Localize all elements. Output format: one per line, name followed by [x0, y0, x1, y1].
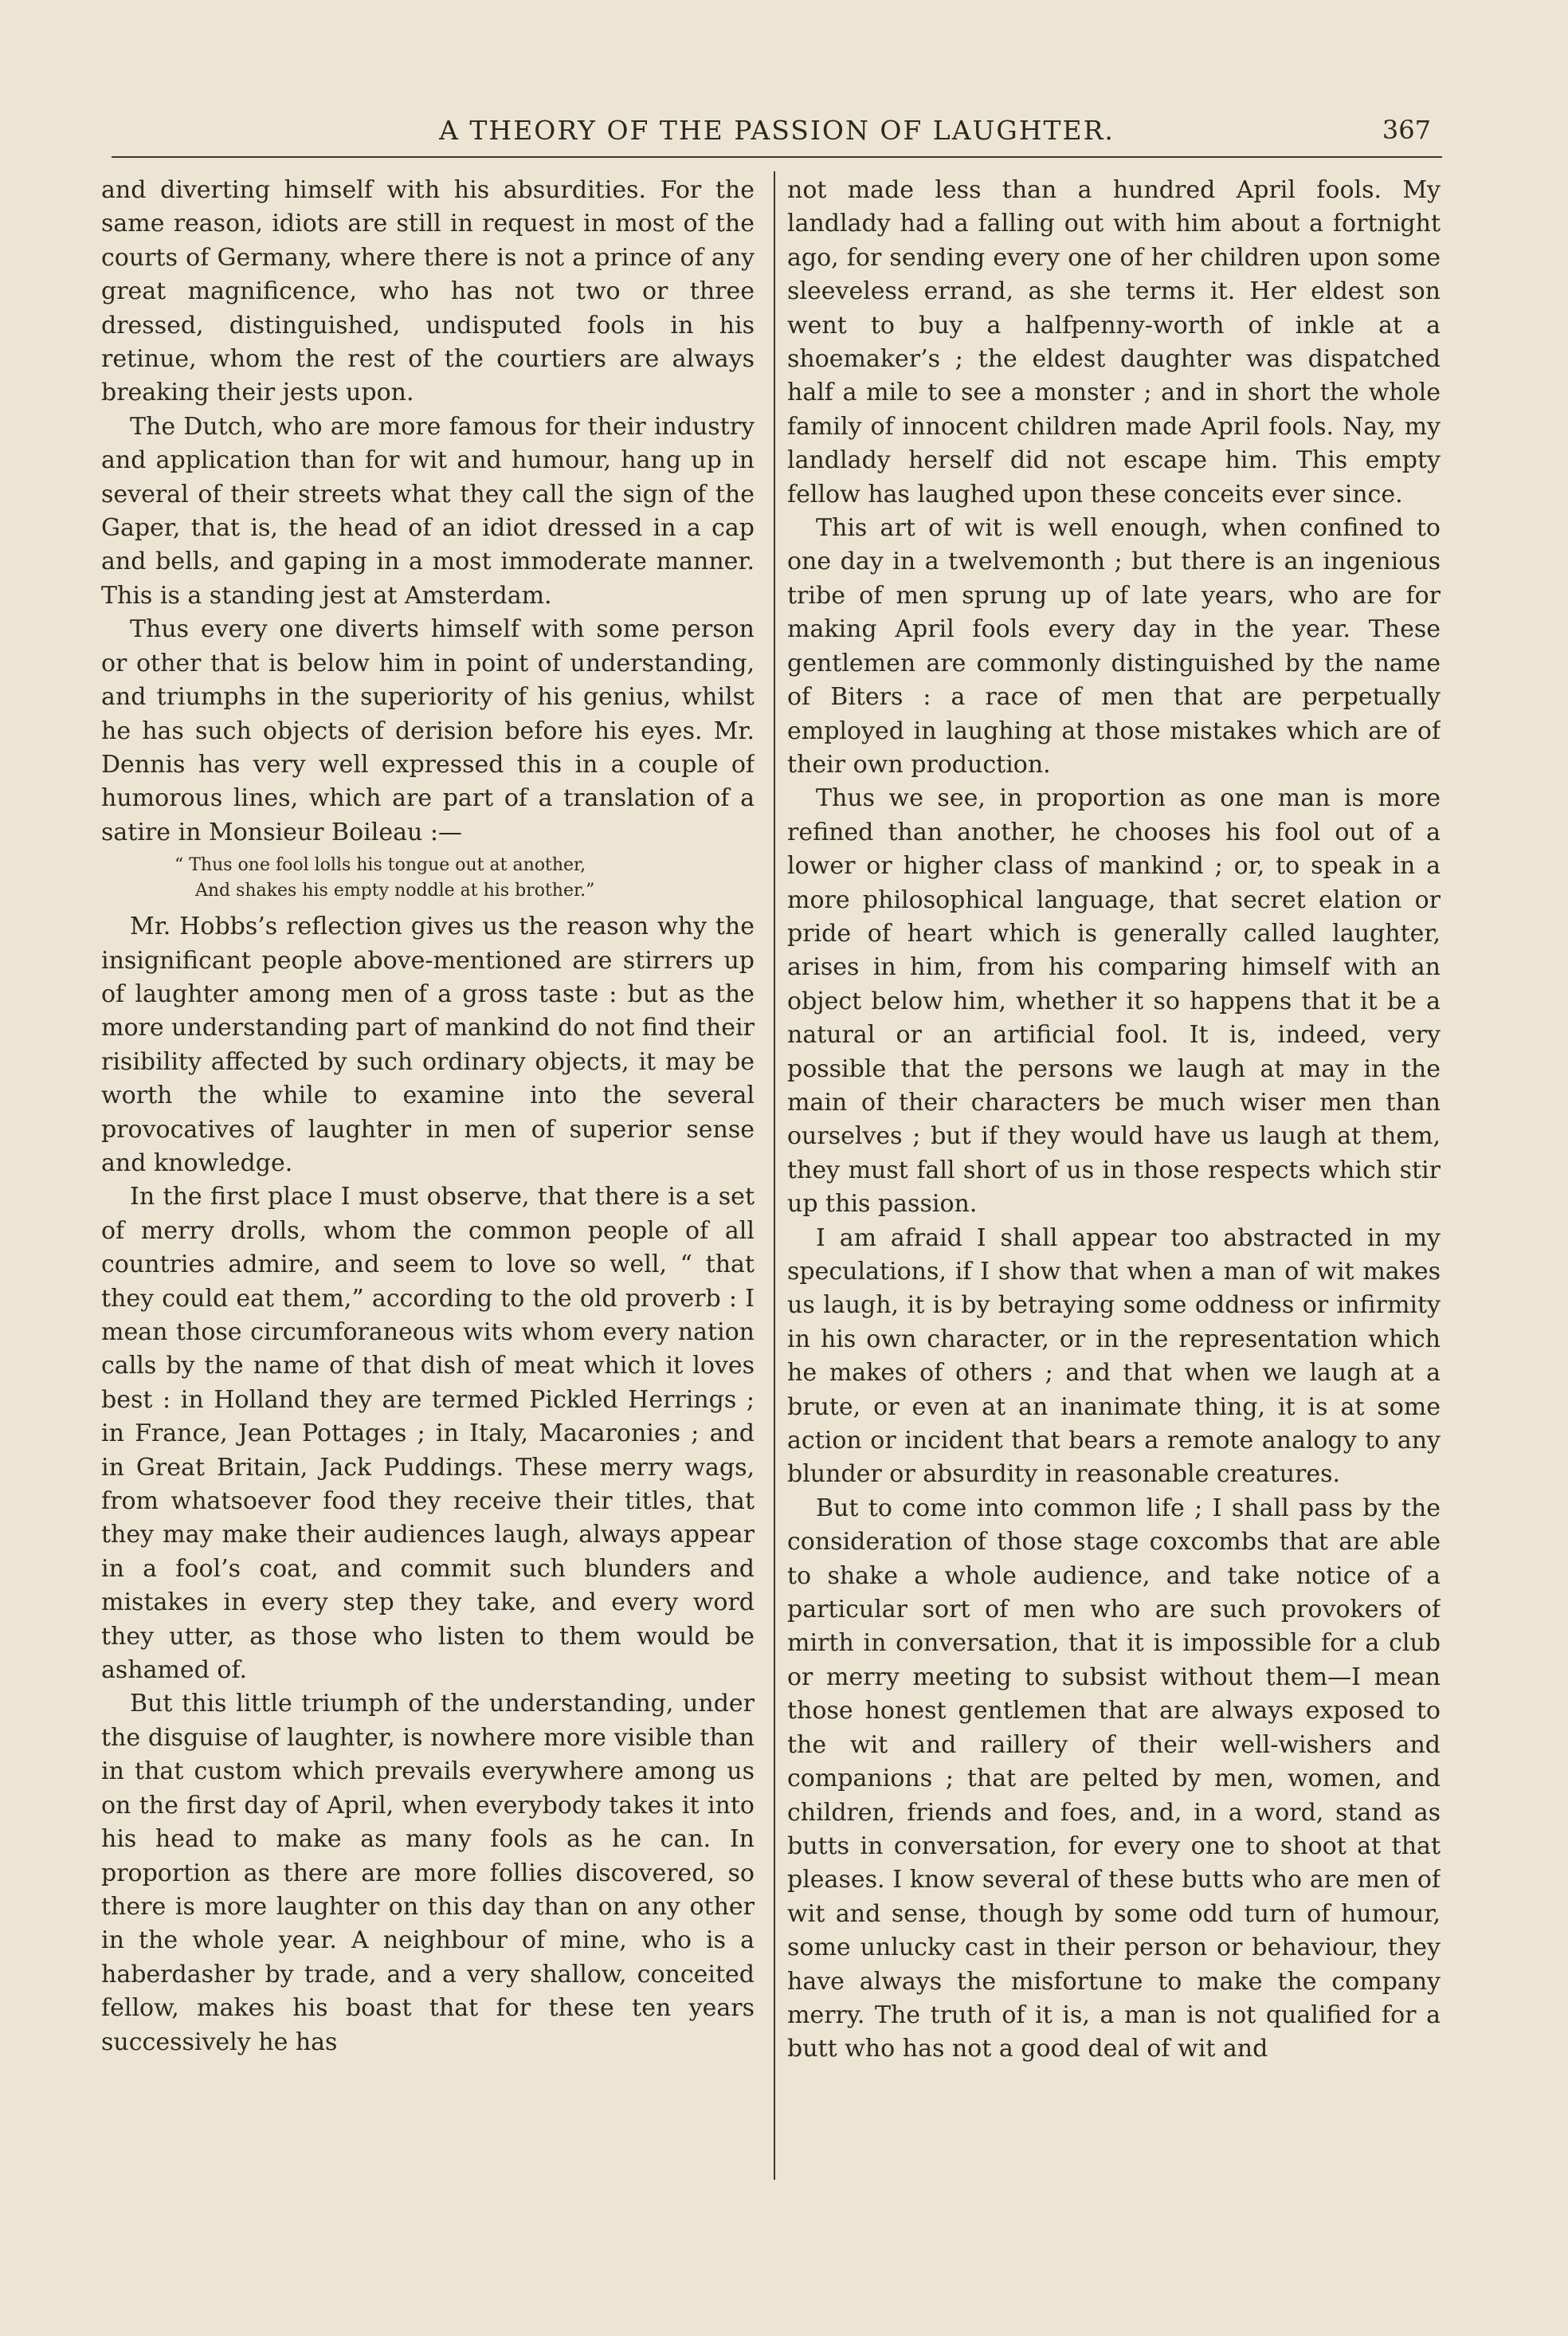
column-divider: [774, 171, 775, 2180]
left-column: [101, 174, 755, 2182]
page-number: 367: [1382, 115, 1431, 145]
right-column: [787, 174, 1441, 2182]
paragraph: Mr. Hobbs’s reflection gives us the reason why the insignificant people above-mentioned are stirrers up of laughter among men of a gross taste : but as the more understanding part of mankind do not find their risibility affected by such ordinary objects, it may be worth the while to examine into the several provocatives of laughter in men of superior sense and knowledge.: [101, 913, 755, 1177]
paragraph: But this little triumph of the understanding, under the disguise of laughter, is nowhere more visible than in that custom which prevails everywhere among us on the first day of April, when everybody takes it into his head to make as many fools as he can. In proportion as there are more follies discovered, so there is more laughter on this day than on any other in the whole year. A neighbour of mine, who is a haberdasher by trade, and a very shallow, conceited fellow, makes his boast that for these ten years successively he has: [101, 1690, 755, 2056]
quote-line: And shakes his empty noddle at his brother.”: [195, 881, 595, 901]
paragraph: In the first place I must observe, that there is a set of merry drolls, whom the common people of all countries admire, and seem to love so well, “ that they could eat them,” according to the old proverb : I mean those circumforaneous wits whom every nation calls by the name of that dish of meat which it loves best : in Holland they are termed Pickled Herrings ; in France, Jean Pottages ; in Italy, Macaronies ; and in Great Britain, Jack Puddings. These merry wags, from whatsoever food they receive their titles, that they may make their audiences laugh, always appear in a fool’s coat, and commit such blunders and mistakes in every step they take, and every word they utter, as those who listen to them would be ashamed of.: [101, 1183, 755, 1685]
paragraph: But to come into common life ; I shall pass by the consideration of those stage coxcombs that are able to shake a whole audience, and take notice of a particular sort of men who are such provokers of mirth in conversation, that it is impossible for a club or merry meeting to subsist without them—I mean those honest gentlemen that are always exposed to the wit and raillery of their well-wishers and companions ; that are pelted by men, women, and children, friends and foes, and, in a word, stand as butts in conversation, for every one to shoot at that pleases. I know several of these butts who are men of wit and sense, though by some odd turn of humour, some unlucky cast in their person or behaviour, they have always the misfortune to make the company merry. The truth of it is, a man is not qualified for a butt who has not a good deal of wit and: [787, 1494, 1441, 2063]
paragraph: Thus every one diverts himself with some person or other that is below him in point of understanding, and triumphs in the superiority of his genius, whilst he has such objects of derision before his eyes. Mr. Dennis has very well expressed this in a couple of humorous lines, which are part of a translation of a satire in Monsieur Boileau :—: [101, 615, 755, 846]
paragraph: not made less than a hundred April fools. My landlady had a falling out with him about a fortnight ago, for sending every one of her children upon some sleeveless errand, as she terms it. Her eldest son went to buy a halfpenny-worth of inkle at a shoemaker’s ; the eldest daughter was dispatched half a mile to see a monster ; and in short the whole family of innocent children made April fools. Nay, my landlady herself did not escape him. This empty fellow has laughed upon these conceits ever since.: [787, 176, 1441, 508]
paragraph: and diverting himself with his absurdities. For the same reason, idiots are still in request in most of the courts of Germany, where there is not a prince of any great magnificence, who has not two or three dressed, distinguished, undisputed fools in his retinue, whom the rest of the courtiers are always breaking their jests upon.: [101, 176, 755, 407]
paragraph: The Dutch, who are more famous for their industry and application than for wit and humour, hang up in several of their streets what they call the sign of the Gaper, that is, the head of an idiot dressed in a cap and bells, and gaping in a most immoderate manner. This is a standing jest at Amsterdam.: [101, 412, 755, 610]
verse-quotation: [101, 853, 755, 904]
running-title: A THEORY OF THE PASSION OF LAUGHTER.: [439, 115, 1115, 146]
paragraph: This art of wit is well enough, when confined to one day in a twelvemonth ; but there is an ingenious tribe of men sprung up of late years, who are for making April fools every day in the year. These gentlemen are commonly distinguished by the name of Biters : a race of men that are perpetually employed in laughing at those mistakes which are of their own production.: [787, 514, 1441, 779]
page-header: [112, 110, 1442, 158]
paragraph: Thus we see, in proportion as one man is more refined than another, he chooses his fool out of a lower or higher class of mankind ; or, to speak in a more philosophical language, that secret elation or pride of heart which is generally called laughter, arises in him, from his comparing himself with an object below him, whether it so happens that it be a natural or an artificial fool. It is, indeed, very possible that the persons we laugh at may in the main of their characters be much wiser men than ourselves ; but if they would have us laugh at them, they must fall short of us in those respects which stir up this passion.: [787, 784, 1441, 1219]
paragraph: I am afraid I shall appear too abstracted in my speculations, if I show that when a man of wit makes us laugh, it is by betraying some oddness or infirmity in his own character, or in the representation which he makes of others ; and that when we laugh at a brute, or even at an inanimate thing, it is at some action or incident that bears a remote analogy to any blunder or absurdity in reasonable creatures.: [787, 1223, 1441, 1489]
quote-line: “ Thus one fool lolls his tongue out at another,: [174, 855, 586, 876]
header-rule: [112, 156, 1442, 158]
